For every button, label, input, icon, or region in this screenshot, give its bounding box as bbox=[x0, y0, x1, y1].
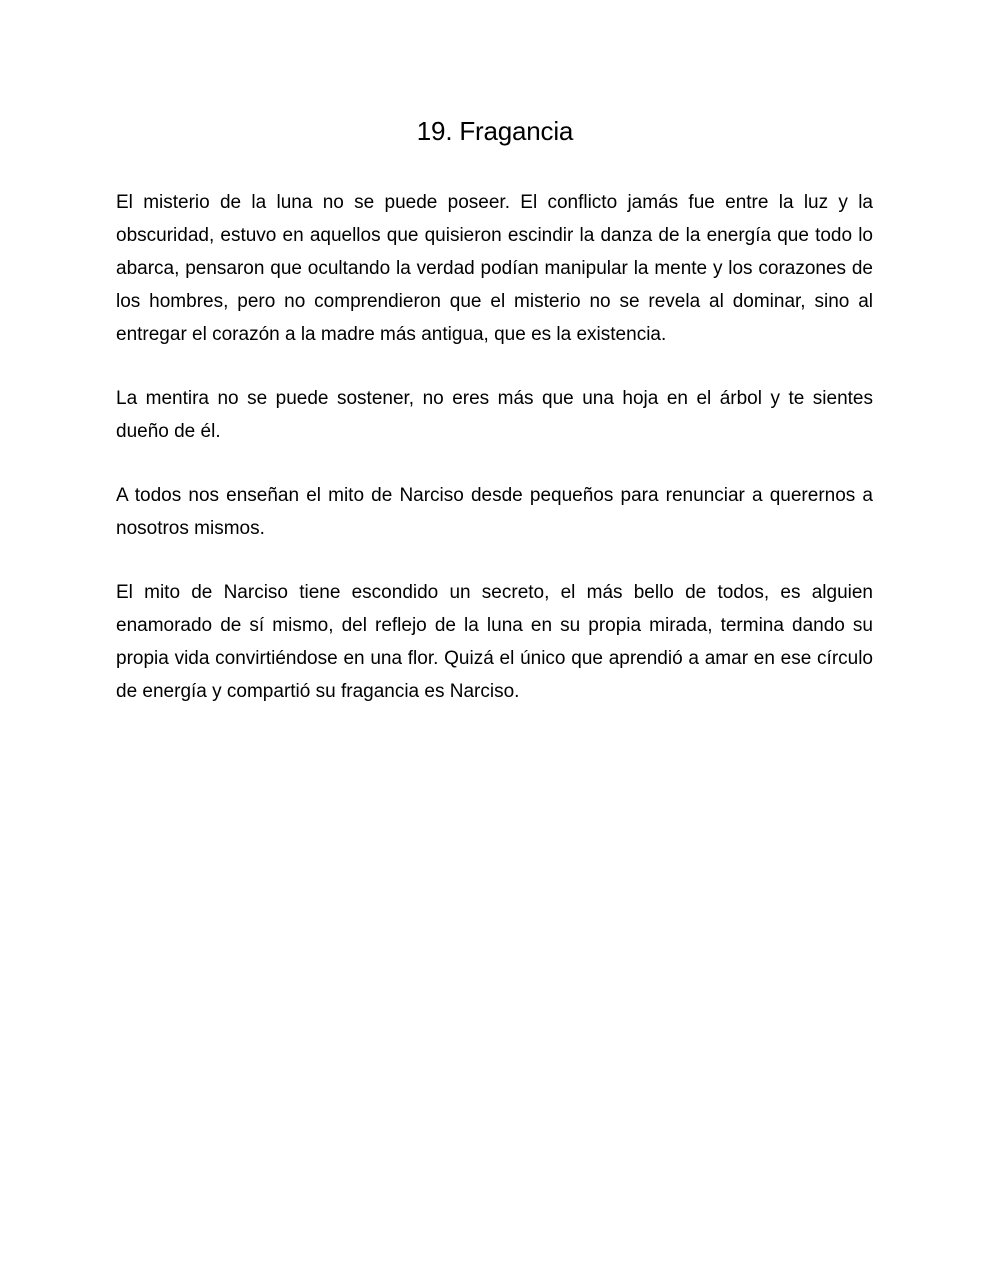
chapter-title: 19. Fragancia bbox=[416, 116, 574, 146]
paragraph-1: El misterio de la luna no se puede poseer. El conflicto jamás fue entre la luz y la obscuridad, estuvo en aquellos que quisieron escindir la danza de la energía que todo lo abarca, pensaron que ocultando la verdad podían manipular la mente y los corazones de los hombres, pero no comprendieron que el misterio no se revela al dominar, sino al entregar el corazón a la madre más antigua, que es la existencia. bbox=[116, 192, 873, 345]
chapter-body bbox=[116, 186, 873, 739]
paragraph-4: El mito de Narciso tiene escondido un secreto, el más bello de todos, es alguien enamorado de sí mismo, del reflejo de la luna en su propia mirada, termina dando su propia vida convirtiéndose en una flor. Quizá el único que aprendió a amar en ese círculo de energía y compartió su fragancia es Narciso. bbox=[116, 582, 873, 702]
paragraph-3: A todos nos enseñan el mito de Narciso desde pequeños para renunciar a querernos a nosotros mismos. bbox=[116, 485, 873, 539]
paragraph-2: La mentira no se puede sostener, no eres más que una hoja en el árbol y te sientes dueño de él. bbox=[116, 388, 873, 442]
